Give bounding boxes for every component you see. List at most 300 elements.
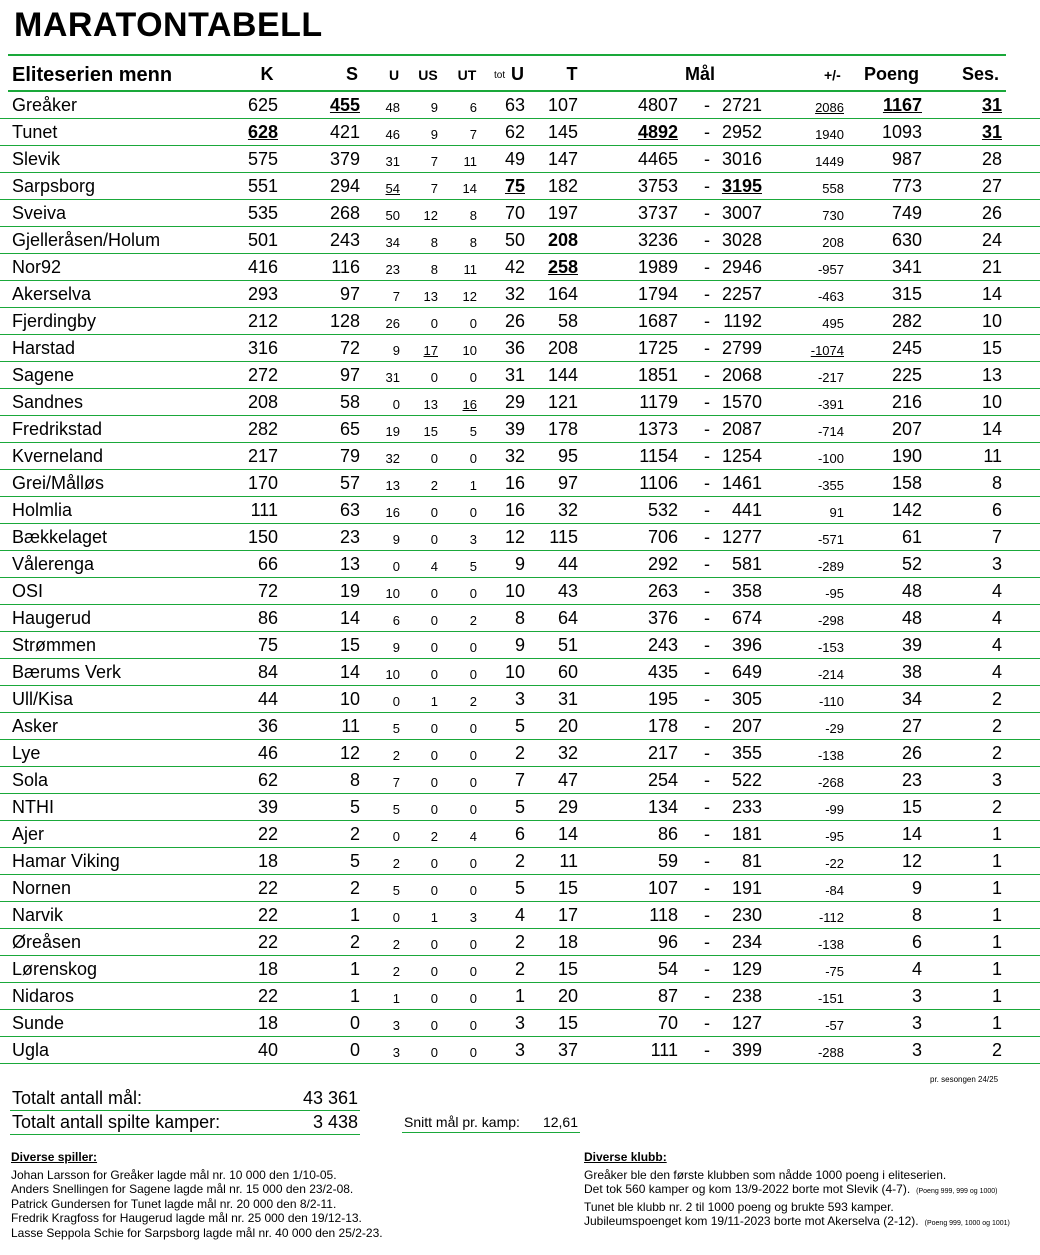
cell-goals-for: 178 <box>647 716 678 736</box>
cell-k: 86 <box>257 608 278 628</box>
team-name: Ull/Kisa <box>12 689 74 709</box>
cell-goals-against: 3016 <box>721 149 762 169</box>
cell-diff: -110 <box>818 694 844 709</box>
cell-seasons: 1 <box>991 878 1002 898</box>
cell-goals-dash: - <box>704 608 710 628</box>
cell-goals-against: 233 <box>731 797 762 817</box>
cell-s: 58 <box>339 392 360 412</box>
cell-tot-u: 32 <box>504 446 525 466</box>
team-name: Ugla <box>12 1040 50 1060</box>
cell-tot-u: 31 <box>504 365 525 385</box>
cell-goals-dash: - <box>704 473 710 493</box>
cell-u: 0 <box>392 559 400 574</box>
cell-tot-u: 2 <box>514 743 525 763</box>
cell-points: 630 <box>891 230 922 250</box>
cell-goals-for: 217 <box>647 743 678 763</box>
team-name: Nornen <box>12 878 72 898</box>
cell-us: 0 <box>430 1045 438 1060</box>
team-name: Sarpsborg <box>12 176 96 196</box>
cell-goals-dash: - <box>704 311 710 331</box>
col-us: US <box>418 67 438 83</box>
cell-k: 293 <box>247 284 278 304</box>
table-row <box>0 713 1040 740</box>
cell-goals-against: 522 <box>731 770 762 790</box>
cell-diff: -138 <box>817 748 844 763</box>
average-goals-label: Snitt mål pr. kamp: <box>404 1114 520 1130</box>
cell-points: 216 <box>891 392 922 412</box>
cell-goals-for: 1179 <box>639 392 678 412</box>
table-row <box>0 983 1040 1010</box>
cell-goals-dash: - <box>704 986 710 1006</box>
cell-goals-dash: - <box>704 581 710 601</box>
cell-goals-against: 238 <box>731 986 762 1006</box>
cell-u: 10 <box>385 667 400 682</box>
cell-s: 11 <box>341 716 360 736</box>
cell-us: 2 <box>430 478 438 493</box>
cell-tot-u: 62 <box>504 122 525 142</box>
cell-k: 18 <box>257 851 278 871</box>
cell-u: 0 <box>392 910 400 925</box>
cell-goals-against: 129 <box>731 959 762 979</box>
cell-points: 3 <box>911 1040 922 1060</box>
cell-t: 182 <box>547 176 578 196</box>
cell-us: 7 <box>430 181 438 196</box>
cell-u: 5 <box>392 883 400 898</box>
cell-goals-for: 243 <box>647 635 678 655</box>
cell-points: 27 <box>901 716 922 736</box>
cell-diff: -355 <box>817 478 844 493</box>
cell-diff: 2086 <box>815 100 844 115</box>
cell-tot-u: 70 <box>504 203 525 223</box>
cell-goals-dash: - <box>704 770 710 790</box>
cell-goals-dash: - <box>704 959 710 979</box>
cell-seasons: 8 <box>991 473 1002 493</box>
cell-goals-dash: - <box>704 149 710 169</box>
cell-k: 66 <box>257 554 278 574</box>
cell-k: 625 <box>247 95 278 115</box>
cell-u: 19 <box>385 424 400 439</box>
cell-ut: 0 <box>469 316 477 331</box>
team-name: Fjerdingby <box>12 311 97 331</box>
cell-s: 1 <box>349 905 360 925</box>
cell-ut: 16 <box>462 397 477 412</box>
cell-goals-dash: - <box>704 932 710 952</box>
cell-seasons: 14 <box>981 284 1002 304</box>
cell-ut: 0 <box>469 721 477 736</box>
cell-k: 40 <box>257 1040 278 1060</box>
team-name: Narvik <box>12 905 64 925</box>
cell-k: 551 <box>247 176 278 196</box>
average-goals-value: 12,61 <box>542 1114 578 1130</box>
cell-goals-against: 181 <box>731 824 762 844</box>
club-note-text: Det tok 560 kamper og kom 13/9-2022 borte mot Slevik (4-7). <box>584 1182 911 1197</box>
total-goals-row <box>10 1088 360 1111</box>
table-row <box>0 416 1040 443</box>
cell-s: 1 <box>349 986 360 1006</box>
player-note: Johan Larsson for Greåker lagde mål nr. 10 000 den 1/10-05. <box>11 1167 337 1182</box>
player-note: Anders Snellingen for Sagene lagde mål nr. 15 000 den 23/2-08. <box>11 1182 354 1197</box>
cell-us: 13 <box>423 397 438 412</box>
table-row <box>0 632 1040 659</box>
cell-points: 3 <box>911 986 922 1006</box>
cell-diff: 495 <box>822 316 844 331</box>
cell-points: 3 <box>911 1013 922 1033</box>
cell-goals-against: 2721 <box>721 95 762 115</box>
cell-us: 0 <box>430 451 438 466</box>
cell-points: 190 <box>891 446 922 466</box>
cell-goals-dash: - <box>704 176 710 196</box>
cell-goals-dash: - <box>704 284 710 304</box>
cell-goals-against: 674 <box>731 608 762 628</box>
cell-diff: -75 <box>825 964 844 979</box>
cell-seasons: 1 <box>991 959 1002 979</box>
cell-points: 38 <box>901 662 922 682</box>
cell-s: 0 <box>349 1013 360 1033</box>
total-goals-label: Totalt antall mål: <box>12 1088 143 1108</box>
cell-seasons: 1 <box>991 1013 1002 1033</box>
cell-ut: 0 <box>469 883 477 898</box>
cell-tot-u: 10 <box>504 662 525 682</box>
cell-ut: 0 <box>469 1045 477 1060</box>
player-note: Patrick Gundersen for Tunet lagde mål nr. 20 000 den 8/2-11. <box>11 1196 337 1211</box>
cell-points: 26 <box>901 743 922 763</box>
cell-points: 315 <box>891 284 922 304</box>
cell-us: 0 <box>430 856 438 871</box>
table-row <box>0 794 1040 821</box>
table-row <box>0 119 1040 146</box>
cell-diff: -99 <box>825 802 844 817</box>
cell-tot-u: 10 <box>504 581 525 601</box>
cell-ut: 6 <box>469 100 477 115</box>
cell-seasons: 21 <box>981 257 1002 277</box>
cell-s: 19 <box>339 581 360 601</box>
cell-goals-against: 3028 <box>721 230 762 250</box>
cell-seasons: 7 <box>991 527 1002 547</box>
cell-seasons: 28 <box>981 149 1002 169</box>
cell-us: 8 <box>430 235 438 250</box>
cell-goals-for: 4892 <box>637 122 678 142</box>
team-name: Hamar Viking <box>12 851 120 871</box>
team-name: Akerselva <box>12 284 92 304</box>
table-row <box>0 281 1040 308</box>
cell-t: 15 <box>557 878 578 898</box>
cell-goals-against: 581 <box>731 554 762 574</box>
cell-tot-u: 2 <box>514 851 525 871</box>
table-row <box>0 1037 1040 1064</box>
col-tot-u: U <box>511 64 524 84</box>
cell-us: 0 <box>430 586 438 601</box>
cell-t: 15 <box>557 959 578 979</box>
team-name: Gjelleråsen/Holum <box>12 230 161 250</box>
cell-seasons: 1 <box>991 851 1002 871</box>
cell-points: 1093 <box>881 122 922 142</box>
player-note: Lasse Seppola Schie for Sarpsborg lagde mål nr. 40 000 den 25/2-23. <box>11 1225 383 1240</box>
cell-us: 0 <box>430 532 438 547</box>
table-row <box>0 389 1040 416</box>
cell-t: 60 <box>557 662 578 682</box>
cell-k: 18 <box>257 959 278 979</box>
cell-s: 455 <box>329 95 360 115</box>
cell-us: 0 <box>430 613 438 628</box>
cell-goals-dash: - <box>704 878 710 898</box>
cell-s: 2 <box>349 878 360 898</box>
cell-us: 0 <box>430 370 438 385</box>
cell-diff: -714 <box>817 424 844 439</box>
club-note-text: Jubileumspoenget kom 19/11-2023 borte mot Akerselva (2-12). <box>584 1214 919 1229</box>
total-goals-value: 43 361 <box>302 1088 358 1108</box>
club-note-points: (Poeng 999, 1000 og 1001) <box>924 1220 1010 1228</box>
cell-u: 13 <box>385 478 400 493</box>
cell-ut: 0 <box>469 451 477 466</box>
table-row <box>0 821 1040 848</box>
cell-t: 20 <box>557 716 578 736</box>
cell-s: 5 <box>349 797 360 817</box>
cell-tot-u: 9 <box>514 635 525 655</box>
cell-diff: 558 <box>822 181 844 196</box>
cell-k: 72 <box>257 581 278 601</box>
cell-points: 39 <box>901 635 922 655</box>
cell-us: 0 <box>430 748 438 763</box>
cell-u: 26 <box>385 316 400 331</box>
team-name: Øreåsen <box>12 932 82 952</box>
cell-goals-against: 81 <box>741 851 762 871</box>
cell-t: 37 <box>557 1040 578 1060</box>
cell-s: 10 <box>339 689 360 709</box>
cell-k: 212 <box>247 311 278 331</box>
cell-goals-for: 195 <box>647 689 678 709</box>
cell-goals-for: 435 <box>647 662 678 682</box>
team-name: NTHI <box>12 797 54 817</box>
cell-diff: 91 <box>829 505 844 520</box>
cell-u: 7 <box>392 289 400 304</box>
cell-ut: 11 <box>463 154 477 169</box>
cell-goals-dash: - <box>704 797 710 817</box>
cell-ut: 5 <box>469 559 477 574</box>
cell-us: 1 <box>430 694 438 709</box>
cell-ut: 0 <box>469 991 477 1006</box>
team-name: Harstad <box>12 338 76 358</box>
cell-goals-against: 207 <box>731 716 762 736</box>
cell-t: 144 <box>547 365 578 385</box>
cell-goals-dash: - <box>704 419 710 439</box>
cell-points: 158 <box>891 473 922 493</box>
cell-goals-against: 3195 <box>721 176 762 196</box>
cell-goals-for: 4465 <box>637 149 678 169</box>
cell-goals-for: 96 <box>657 932 678 952</box>
cell-goals-against: 230 <box>731 905 762 925</box>
cell-ut: 0 <box>469 964 477 979</box>
cell-seasons: 4 <box>991 581 1002 601</box>
cell-s: 79 <box>339 446 360 466</box>
cell-s: 128 <box>329 311 360 331</box>
cell-tot-u: 26 <box>504 311 525 331</box>
cell-goals-dash: - <box>704 1013 710 1033</box>
cell-u: 6 <box>392 613 400 628</box>
cell-goals-dash: - <box>704 338 710 358</box>
cell-seasons: 6 <box>991 500 1002 520</box>
cell-seasons: 3 <box>991 554 1002 574</box>
cell-diff: -571 <box>817 532 844 547</box>
cell-us: 0 <box>430 802 438 817</box>
team-name: Sunde <box>12 1013 65 1033</box>
cell-goals-against: 1277 <box>721 527 762 547</box>
table-row <box>0 443 1040 470</box>
standings-table <box>0 92 1040 1064</box>
cell-goals-for: 706 <box>647 527 678 547</box>
cell-us: 0 <box>430 640 438 655</box>
cell-u: 0 <box>392 397 400 412</box>
average-goals-row <box>402 1112 580 1133</box>
col-tot-prefix: tot <box>494 70 506 81</box>
table-row <box>0 146 1040 173</box>
title-divider <box>8 54 1006 56</box>
cell-t: 208 <box>547 338 578 358</box>
table-row <box>0 227 1040 254</box>
cell-t: 121 <box>547 392 578 412</box>
cell-ut: 0 <box>469 748 477 763</box>
cell-goals-against: 2257 <box>721 284 762 304</box>
cell-tot-u: 5 <box>514 797 525 817</box>
cell-goals-for: 3737 <box>637 203 678 223</box>
team-name: Lye <box>12 743 41 763</box>
cell-k: 170 <box>247 473 278 493</box>
table-row <box>0 929 1040 956</box>
cell-goals-against: 3007 <box>721 203 762 223</box>
team-name: Sagene <box>12 365 75 385</box>
cell-points: 52 <box>901 554 922 574</box>
cell-seasons: 14 <box>981 419 1002 439</box>
cell-goals-against: 2087 <box>721 419 762 439</box>
cell-u: 23 <box>385 262 400 277</box>
table-row <box>0 740 1040 767</box>
cell-diff: -95 <box>825 829 844 844</box>
cell-tot-u: 75 <box>504 176 525 196</box>
cell-diff: -138 <box>817 937 844 952</box>
cell-k: 46 <box>257 743 278 763</box>
cell-k: 535 <box>247 203 278 223</box>
cell-diff: 208 <box>822 235 844 250</box>
cell-tot-u: 32 <box>504 284 525 304</box>
cell-s: 116 <box>331 257 360 277</box>
club-notes <box>584 1150 1034 1232</box>
cell-tot-u: 16 <box>504 500 525 520</box>
cell-seasons: 2 <box>991 1040 1002 1060</box>
cell-ut: 1 <box>469 478 477 493</box>
cell-k: 208 <box>247 392 278 412</box>
club-notes-heading: Diverse klubb: <box>584 1150 667 1164</box>
cell-goals-dash: - <box>704 203 710 223</box>
cell-goals-for: 3753 <box>637 176 678 196</box>
cell-s: 379 <box>329 149 360 169</box>
cell-diff: -151 <box>817 991 844 1006</box>
cell-goals-for: 70 <box>657 1013 678 1033</box>
page-title: MARATONTABELL <box>14 6 323 44</box>
cell-tot-u: 5 <box>514 878 525 898</box>
cell-tot-u: 3 <box>514 1040 525 1060</box>
cell-diff: -112 <box>818 910 844 925</box>
cell-goals-against: 396 <box>731 635 762 655</box>
table-row <box>0 92 1040 119</box>
cell-points: 12 <box>901 851 922 871</box>
cell-diff: -57 <box>825 1018 844 1033</box>
cell-points: 749 <box>891 203 922 223</box>
cell-seasons: 2 <box>991 716 1002 736</box>
cell-goals-for: 263 <box>647 581 678 601</box>
cell-goals-for: 254 <box>647 770 678 790</box>
player-notes <box>11 1150 531 1241</box>
cell-u: 2 <box>392 937 400 952</box>
cell-tot-u: 1 <box>514 986 525 1006</box>
cell-goals-for: 1725 <box>637 338 678 358</box>
cell-ut: 0 <box>469 775 477 790</box>
cell-goals-against: 1192 <box>723 311 762 331</box>
col-t: T <box>566 64 578 84</box>
cell-u: 5 <box>392 802 400 817</box>
cell-ut: 3 <box>469 532 477 547</box>
cell-seasons: 3 <box>991 770 1002 790</box>
team-name: Nidaros <box>12 986 75 1006</box>
cell-seasons: 13 <box>981 365 1002 385</box>
cell-s: 243 <box>329 230 360 250</box>
team-name: Strømmen <box>12 635 97 655</box>
cell-s: 13 <box>339 554 360 574</box>
cell-points: 6 <box>911 932 922 952</box>
cell-s: 14 <box>339 608 360 628</box>
cell-goals-for: 4807 <box>637 95 678 115</box>
cell-goals-dash: - <box>704 365 710 385</box>
cell-s: 294 <box>329 176 360 196</box>
cell-seasons: 4 <box>991 662 1002 682</box>
cell-t: 97 <box>557 473 578 493</box>
col-diff: +/- <box>824 67 841 83</box>
cell-us: 0 <box>430 937 438 952</box>
cell-goals-dash: - <box>704 743 710 763</box>
cell-diff: 1940 <box>815 127 844 142</box>
cell-tot-u: 3 <box>514 1013 525 1033</box>
cell-points: 61 <box>901 527 922 547</box>
cell-u: 48 <box>385 100 400 115</box>
cell-diff: -1074 <box>810 343 844 358</box>
table-row <box>0 524 1040 551</box>
cell-tot-u: 39 <box>504 419 525 439</box>
cell-u: 9 <box>392 532 400 547</box>
cell-goals-for: 1794 <box>637 284 678 304</box>
team-name: Vålerenga <box>12 554 95 574</box>
cell-us: 2 <box>430 829 438 844</box>
cell-tot-u: 50 <box>504 230 525 250</box>
cell-goals-against: 2952 <box>721 122 762 142</box>
cell-diff: -84 <box>825 883 844 898</box>
cell-points: 4 <box>911 959 922 979</box>
cell-goals-dash: - <box>704 1040 710 1060</box>
cell-us: 4 <box>430 559 438 574</box>
cell-tot-u: 36 <box>504 338 525 358</box>
cell-us: 0 <box>430 505 438 520</box>
cell-goals-for: 532 <box>647 500 678 520</box>
cell-us: 12 <box>423 208 438 223</box>
cell-goals-dash: - <box>704 554 710 574</box>
cell-s: 8 <box>349 770 360 790</box>
cell-t: 15 <box>557 1013 578 1033</box>
cell-tot-u: 3 <box>514 689 525 709</box>
table-row <box>0 497 1040 524</box>
team-name: Sandnes <box>12 392 84 412</box>
cell-goals-for: 376 <box>647 608 678 628</box>
table-row <box>0 200 1040 227</box>
cell-goals-for: 1154 <box>639 446 678 466</box>
cell-ut: 0 <box>469 370 477 385</box>
cell-seasons: 10 <box>981 311 1002 331</box>
